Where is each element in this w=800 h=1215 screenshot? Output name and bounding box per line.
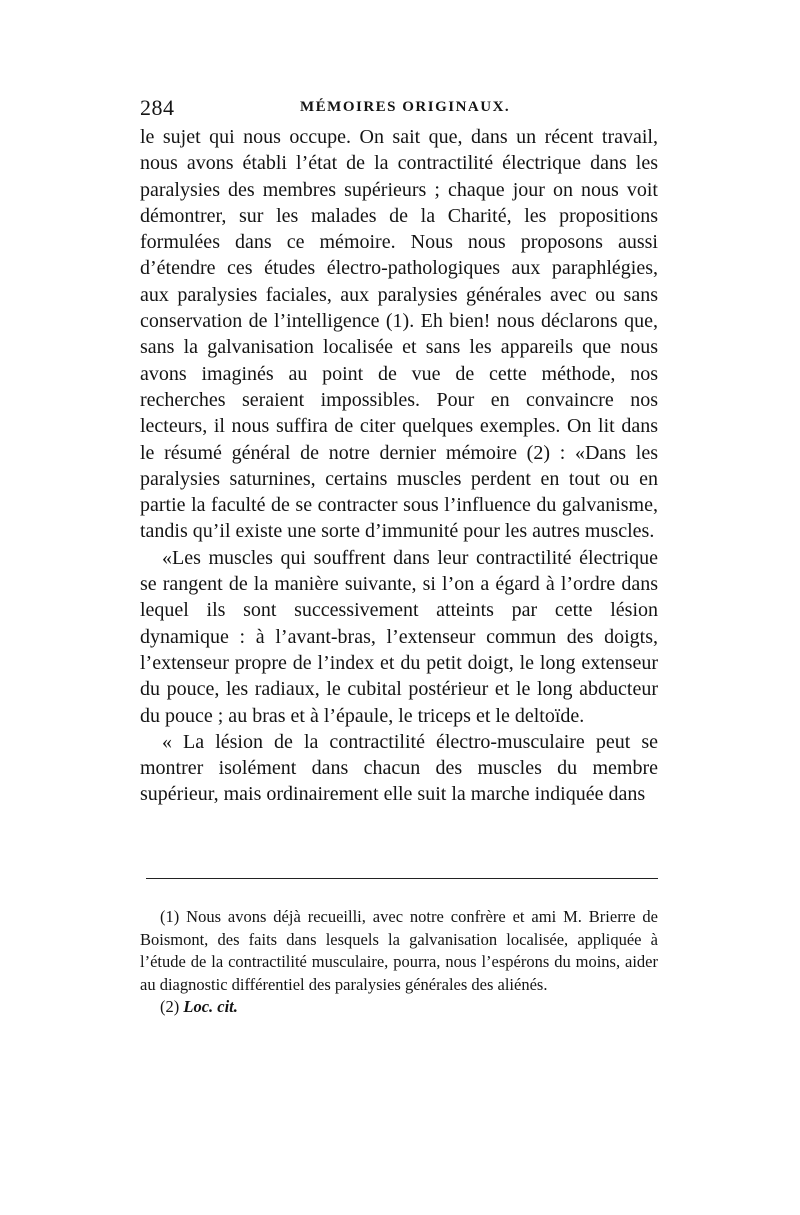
paragraph-1: le sujet qui nous occupe. On sait que, dans un récent travail, nous avons établi l’état de la contractilité électrique dans les paralysies des membres supérieurs ; chaque jour on nous voit démontrer, sur les malades de la Charité, les propositions formulées dans ce mémoire. Nous nous proposons aussi d’étendre ces études électro-pathologiques aux paraphlégies, aux paralysies faciales, aux paralysies générales avec ou sans conservation de l’intelligence (1). Eh bien! nous déclarons que, sans la galvanisation localisée et sans les appareils que nous avons imaginés au point de vue de cette méthode, nos recherches seraient impossibles. Pour en convaincre nos lecteurs, il nous suffira de citer quelques exemples. On lit dans le résumé général de notre dernier mémoire (2) : «Dans les paralysies saturnines, certains muscles perdent en tout ou en partie la faculté de se contracter sous l’influence du galvanisme, tandis qu’il existe une sorte d’immunité pour les autres muscles. — [140, 126, 658, 543]
running-head — [140, 95, 660, 125]
footnotes — [140, 906, 658, 1019]
body-text — [140, 124, 658, 808]
footnote-2-marker: (2) — [160, 997, 180, 1016]
footnote-2 — [140, 996, 658, 1019]
footnote-1: (1) Nous avons déjà recueilli, avec notre confrère et ami M. Brierre de Boismont, des faits dans lesquels la galvanisation localisée, appliquée à l’étude de la contractilité musculaire, pourra, nous l’espérons du moins, aider au diagnostic différentiel des paralysies générales des aliénés. — [140, 907, 658, 994]
paragraph-2: «Les muscles qui souffrent dans leur contractilité électrique se rangent de la manière suivante, si l’on a égard à l’ordre dans lequel ils sont successivement atteints par cette lésion dynamique : à l’avant-bras, l’extenseur commun des doigts, l’extenseur propre de l’index et du petit doigt, le long extenseur du pouce, les radiaux, le cubital postérieur et le long abducteur du pouce ; au bras et à l’épaule, le triceps et le deltoïde. — [140, 546, 658, 727]
footnote-2-reference: Loc. cit. — [183, 997, 238, 1016]
paragraph-3: « La lésion de la contractilité électro-musculaire peut se montrer isolément dans chacun des muscles du membre supérieur, mais ordinairement elle suit la marche indiquée dans — [140, 730, 658, 806]
page-number: 284 — [140, 95, 175, 120]
footnote-rule — [146, 878, 658, 879]
running-title: MÉMOIRES ORIGINAUX. — [300, 99, 511, 115]
